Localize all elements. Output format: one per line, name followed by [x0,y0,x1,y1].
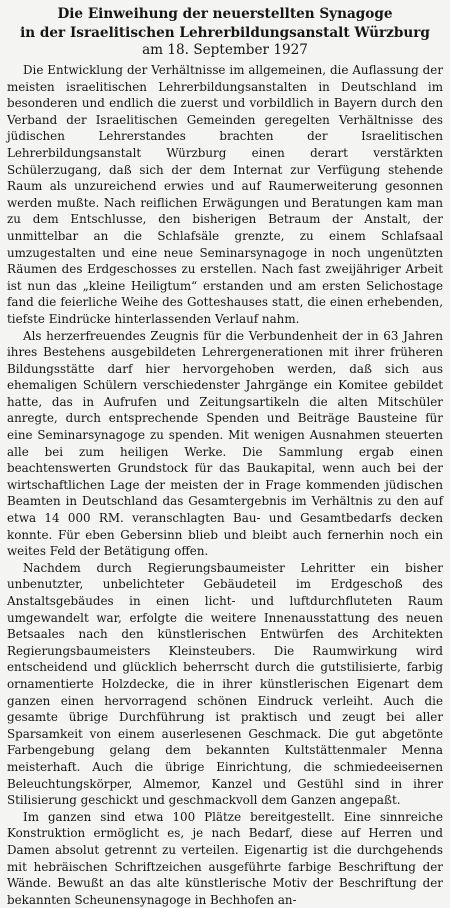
paragraph-4: Im ganzen sind etwa 100 Plätze bereitgestellt. Eine sinnreiche Konstruktion ermöglicht es, je nach Bedarf, diese auf Herren und Damen absolut getrennt zu verteilen. Eigenartig ist die durchgehends mit hebräischen Schriftzeichen ausgeführte farbige Beschriftung der Wände. Bewußt an das alte künstlerische Motiv der Beschriftung der bekannten Scheunensynagoge in Bechhofen an- [7,809,443,907]
date-line: am 18. September 1927 [142,42,308,58]
paragraph-3: Nachdem durch Regierungsbaumeister Lehritter ein bisher unbenutzter, unbelichteter Gebäudeteil im Erdgeschoß des Anstaltsgebäudes in einen licht- und luftdurchfluteten Raum umgewandelt war, erfolgte die weitere Innenausstattung des neuen Betsaales nach den künstlerischen Entwürfen des Architekten Regierungsbaumeisters Kleinsteubers. Die Raumwirkung wird entscheidend und glücklich beherrscht durch die gutstilisierte, farbig ornamentierte Holzdecke, die in ihrer künstlerischen Eigenart dem ganzen einen hervorragend schönen Eindruck verleiht. Auch die gesamte übrige Durchführung ist praktisch und zeugt bei aller Sparsamkeit von einem auserlesenen Geschmack. Die gut abgetönte Farbengebung gelang dem bekannten Kultstättenmaler Menna meisterhaft. Auch die übrige Einrichtung, die schmiedeeisernen Beleuchtungskörper, Almemor, Kanzel und Gestühl sind in ihrer Stilisierung geschickt und geschmackvoll dem Ganzen angepaßt. [7,560,443,808]
title-line-1: Die Einweihung der neuerstellten Synagoge [57,6,393,22]
paragraph-1: Die Entwicklung der Verhältnisse im allgemeinen, die Auflassung der meisten israelitischen Lehrerbildungsanstalten in Deutschland im besonderen und endlich die zuerst und vorbildlich in Bayern durch den Verband der Israelitischen Gemeinden geregelten Verhältnisse des jüdischen Lehrerstandes brachten der Israelitischen Lehrerbildungsanstalt Würzburg einen derart verstärkten Schülerzugang, daß sich der dem Internat zur Verfügung stehende Raum als unzureichend erwies und auf Raumerweiterung gesonnen werden mußte. Nach reiflichen Erwägungen und Beratungen kam man zu dem Entschlusse, den bisherigen Betraum der Anstalt, der unmittelbar an die Schlafsäle grenzte, zu einem Schlafsaal umzugestalten und eine neue Seminarsynagoge in noch ungenützten Räumen des Erdgeschosses zu erstellen. Nach fast zweijähriger Arbeit ist nun das „kleine Heiligtum“ erstanden und am ersten Selichostage fand die feierliche Weihe des Gotteshauses statt, die einen erhebenden, tiefste Eindrücke hinterlassenden Verlauf nahm. [7,63,443,326]
title-line-2: in der Israelitischen Lehrerbildungsanstalt Würzburg [20,25,430,41]
paragraph-2: Als herzerfreuendes Zeugnis für die Verbundenheit der in 63 Jahren ihres Bestehens ausgebildeten Lehrergenerationen mit ihrer früheren Bildungsstätte darf hier hervorgehoben werden, daß sich aus ehemaligen Schülern verschiedenster Jahrgänge ein Komitee gebildet hatte, das in Aufrufen und Zeitungsartikeln die alten Mitschüler anregte, durch entsprechende Spenden und Beiträge Bausteine für eine Seminarsynagoge zu spenden. Mit wenigen Ausnahmen steuerten alle bei zum heiligen Werke. Die Sammlung ergab einen beachtenswerten Grundstock für das Baukapital, wenn auch bei der wirtschaftlichen Lage der meisten der in Frage kommenden jüdischen Beamten in Deutschland das Gesamtergebnis im Verhältnis zu den auf etwa 14 000 RM. veranschlagten Bau- und Gesamtbedarfs decken konnte. Für eben Gebersinn blieb und bleibt auch fernerhin noch ein weites Feld der Betätigung offen. [7,328,443,559]
